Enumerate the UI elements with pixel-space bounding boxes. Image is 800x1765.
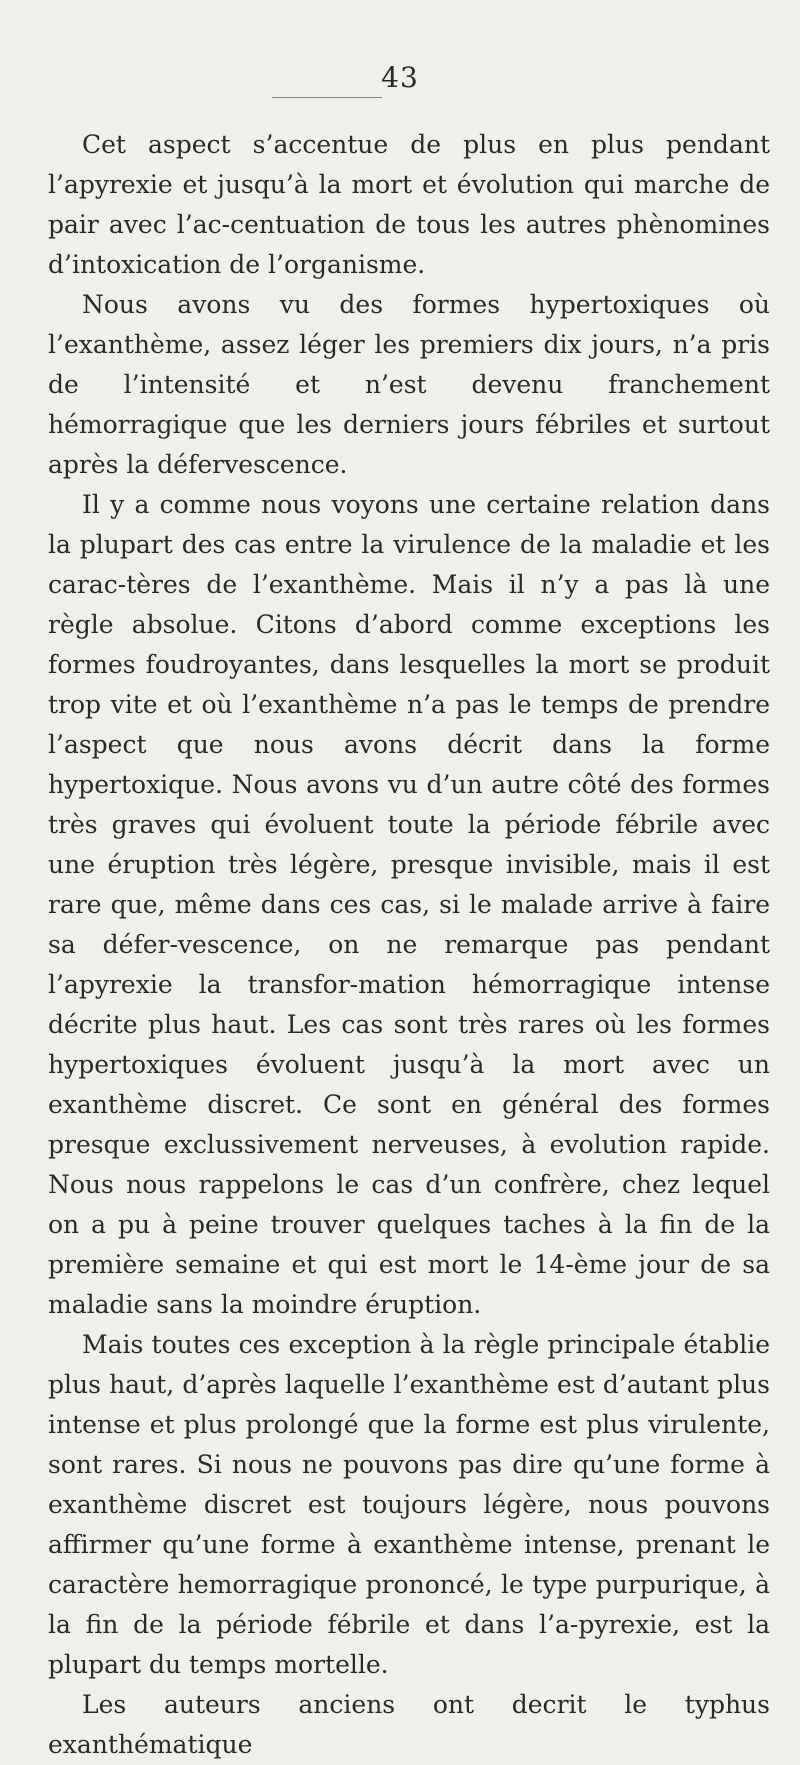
paragraph: Il y a comme nous voyons une certaine relation dans la plupart des cas entre la virulence de la maladie et les carac-tères de l’exanthème. Mais il n’y a pas là une règle absolue. Citons d’abord comme exceptions les formes foudroyantes, dans lesquelles la mort se produit trop vite et où l’exanthème n’a pas le temps de prendre l’aspect que nous avons décrit dans la forme hypertoxique. Nous avons vu d’un autre côté des formes très graves qui évoluent toute la période fébrile avec une éruption très légère, presque invisible, mais il est rare que, même dans ces cas, si le malade arrive à faire sa défer-vescence, on ne remarque pas pendant l’apyrexie la transfor-mation hémorragique intense décrite plus haut. Les cas sont très rares où les formes hypertoxiques évoluent jusqu’à la mort avec un exanthème discret. Ce sont en général des formes presque exclussivement nerveuses, à evolution rapide. Nous nous rappelons le cas d’un confrère, chez lequel on a pu à peine trouver quelques taches à la fin de la première semaine et qui est mort le 14-ème jour de sa maladie sans la moindre éruption. (48, 490, 770, 1319)
paragraph: Cet aspect s’accentue de plus en plus pendant l’apyrexie et jusqu’à la mort et évolution qui marche de pair avec l’ac-centuation de tous les autres phènomines d’intoxication de l’organisme. (48, 130, 770, 279)
paragraph: Les auteurs anciens ont decrit le typhus exanthématique (48, 1690, 770, 1759)
body-text (48, 125, 770, 1765)
page-number: 43 (381, 61, 419, 94)
page-number-rule (272, 97, 382, 98)
paragraph: Mais toutes ces exception à la règle principale établie plus haut, d’après laquelle l’exanthème est d’autant plus intense et plus prolongé que la forme est plus virulente, sont rares. Si nous ne pouvons pas dire qu’une forme à exanthème discret est toujours légère, nous pouvons affirmer qu’une forme à exanthème intense, prenant le caractère hemorragique prononcé, le type purpurique, à la fin de la période fébrile et dans l’a-pyrexie, est la plupart du temps mortelle. (48, 1330, 770, 1679)
paragraph: Nous avons vu des formes hypertoxiques où l’exanthème, assez léger les premiers dix jours, n’a pris de l’intensité et n’est devenu franchement hémorragique que les derniers jours fébriles et surtout après la défervescence. (48, 290, 770, 479)
